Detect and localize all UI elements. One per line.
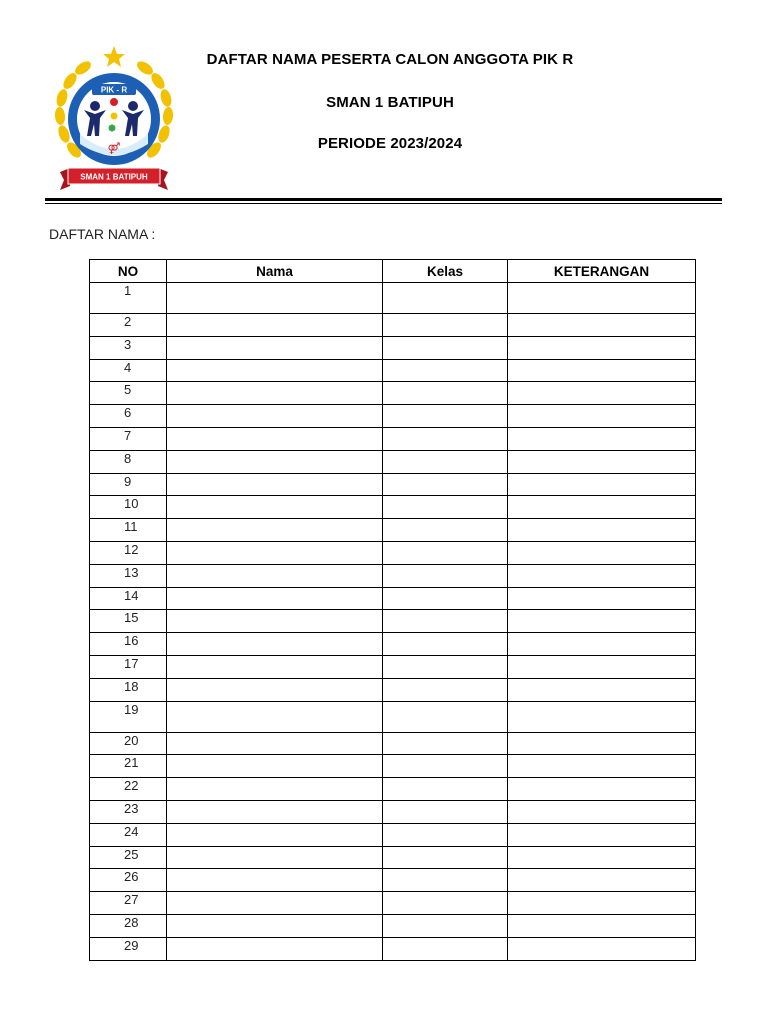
table-row bbox=[90, 450, 696, 473]
kelas-cell[interactable] bbox=[383, 800, 508, 823]
keterangan-cell[interactable] bbox=[508, 427, 696, 450]
row-number: 5 bbox=[90, 382, 167, 405]
nama-cell[interactable] bbox=[167, 778, 383, 801]
nama-cell[interactable] bbox=[167, 519, 383, 542]
row-number: 20 bbox=[90, 732, 167, 755]
row-number: 13 bbox=[90, 564, 167, 587]
table-row bbox=[90, 610, 696, 633]
kelas-cell[interactable] bbox=[383, 823, 508, 846]
gender-symbol-icon: ⚤ bbox=[107, 142, 121, 155]
keterangan-cell[interactable] bbox=[508, 359, 696, 382]
nama-cell[interactable] bbox=[167, 937, 383, 960]
row-number: 29 bbox=[90, 937, 167, 960]
table-row bbox=[90, 587, 696, 610]
kelas-cell[interactable] bbox=[383, 564, 508, 587]
nama-cell[interactable] bbox=[167, 496, 383, 519]
table-row bbox=[90, 519, 696, 542]
kelas-cell[interactable] bbox=[383, 869, 508, 892]
keterangan-cell[interactable] bbox=[508, 633, 696, 656]
table-row bbox=[90, 633, 696, 656]
keterangan-cell[interactable] bbox=[508, 869, 696, 892]
nama-cell[interactable] bbox=[167, 846, 383, 869]
keterangan-cell[interactable] bbox=[508, 778, 696, 801]
kelas-cell[interactable] bbox=[383, 846, 508, 869]
row-number: 10 bbox=[90, 496, 167, 519]
ribbon bbox=[60, 168, 168, 190]
row-number: 17 bbox=[90, 655, 167, 678]
table-row bbox=[90, 336, 696, 359]
keterangan-cell[interactable] bbox=[508, 405, 696, 428]
table-row bbox=[90, 427, 696, 450]
kelas-cell[interactable] bbox=[383, 427, 508, 450]
row-number: 25 bbox=[90, 846, 167, 869]
row-number: 28 bbox=[90, 914, 167, 937]
row-number: 3 bbox=[90, 336, 167, 359]
table-row bbox=[90, 314, 696, 337]
row-number: 7 bbox=[90, 427, 167, 450]
participant-table bbox=[89, 259, 696, 961]
keterangan-cell[interactable] bbox=[508, 892, 696, 915]
nama-cell[interactable] bbox=[167, 800, 383, 823]
keterangan-cell[interactable] bbox=[508, 564, 696, 587]
logo-ribbon-text: SMAN 1 BATIPUH bbox=[80, 172, 148, 182]
table-row bbox=[90, 359, 696, 382]
row-number: 4 bbox=[90, 359, 167, 382]
keterangan-cell[interactable] bbox=[508, 755, 696, 778]
row-number: 9 bbox=[90, 473, 167, 496]
keterangan-cell[interactable] bbox=[508, 314, 696, 337]
keterangan-cell[interactable] bbox=[508, 283, 696, 314]
nama-cell[interactable] bbox=[167, 564, 383, 587]
table-row bbox=[90, 283, 696, 314]
keterangan-cell[interactable] bbox=[508, 382, 696, 405]
row-number: 14 bbox=[90, 587, 167, 610]
kelas-cell[interactable] bbox=[383, 678, 508, 701]
kelas-cell[interactable] bbox=[383, 892, 508, 915]
nama-cell[interactable] bbox=[167, 314, 383, 337]
table-row bbox=[90, 655, 696, 678]
nama-cell[interactable] bbox=[167, 541, 383, 564]
row-number: 6 bbox=[90, 405, 167, 428]
keterangan-cell[interactable] bbox=[508, 846, 696, 869]
keterangan-cell[interactable] bbox=[508, 701, 696, 732]
kelas-cell[interactable] bbox=[383, 496, 508, 519]
nama-cell[interactable] bbox=[167, 405, 383, 428]
nama-cell[interactable] bbox=[167, 359, 383, 382]
column-header-no: NO bbox=[90, 260, 167, 283]
nama-cell[interactable] bbox=[167, 655, 383, 678]
column-header-keterangan: KETERANGAN bbox=[508, 260, 696, 283]
kelas-cell[interactable] bbox=[383, 914, 508, 937]
nama-cell[interactable] bbox=[167, 427, 383, 450]
keterangan-cell[interactable] bbox=[508, 800, 696, 823]
row-number: 12 bbox=[90, 541, 167, 564]
nama-cell[interactable] bbox=[167, 823, 383, 846]
row-number: 8 bbox=[90, 450, 167, 473]
table-row bbox=[90, 914, 696, 937]
kelas-cell[interactable] bbox=[383, 541, 508, 564]
table-row bbox=[90, 496, 696, 519]
kelas-cell[interactable] bbox=[383, 359, 508, 382]
column-header-nama: Nama bbox=[167, 260, 383, 283]
table-row bbox=[90, 541, 696, 564]
keterangan-cell[interactable] bbox=[508, 473, 696, 496]
table-row bbox=[90, 846, 696, 869]
keterangan-cell[interactable] bbox=[508, 823, 696, 846]
document-title: DAFTAR NAMA PESERTA CALON ANGGOTA PIK R bbox=[206, 51, 574, 68]
row-number: 24 bbox=[90, 823, 167, 846]
row-number: 11 bbox=[90, 519, 167, 542]
table-row bbox=[90, 701, 696, 732]
kelas-cell[interactable] bbox=[383, 283, 508, 314]
kelas-cell[interactable] bbox=[383, 473, 508, 496]
row-number: 22 bbox=[90, 778, 167, 801]
kelas-cell[interactable] bbox=[383, 732, 508, 755]
keterangan-cell[interactable] bbox=[508, 496, 696, 519]
kelas-cell[interactable] bbox=[383, 937, 508, 960]
keterangan-cell[interactable] bbox=[508, 610, 696, 633]
kelas-cell[interactable] bbox=[383, 587, 508, 610]
kelas-cell[interactable] bbox=[383, 755, 508, 778]
kelas-cell[interactable] bbox=[383, 701, 508, 732]
row-number: 16 bbox=[90, 633, 167, 656]
row-number: 23 bbox=[90, 800, 167, 823]
header-divider-thick bbox=[45, 198, 722, 201]
kelas-cell[interactable] bbox=[383, 778, 508, 801]
table-row bbox=[90, 564, 696, 587]
nama-cell[interactable] bbox=[167, 869, 383, 892]
section-label: DAFTAR NAMA : bbox=[49, 226, 156, 242]
kelas-cell[interactable] bbox=[383, 655, 508, 678]
nama-cell[interactable] bbox=[167, 755, 383, 778]
keterangan-cell[interactable] bbox=[508, 914, 696, 937]
table-row bbox=[90, 473, 696, 496]
kelas-cell[interactable] bbox=[383, 633, 508, 656]
table-row bbox=[90, 778, 696, 801]
nama-cell[interactable] bbox=[167, 633, 383, 656]
keterangan-cell[interactable] bbox=[508, 937, 696, 960]
keterangan-cell[interactable] bbox=[508, 732, 696, 755]
nama-cell[interactable] bbox=[167, 587, 383, 610]
nama-cell[interactable] bbox=[167, 701, 383, 732]
nama-cell[interactable] bbox=[167, 610, 383, 633]
keterangan-cell[interactable] bbox=[508, 336, 696, 359]
row-number: 2 bbox=[90, 314, 167, 337]
row-number: 27 bbox=[90, 892, 167, 915]
keterangan-cell[interactable] bbox=[508, 519, 696, 542]
row-number: 26 bbox=[90, 869, 167, 892]
kelas-cell[interactable] bbox=[383, 519, 508, 542]
nama-cell[interactable] bbox=[167, 382, 383, 405]
kelas-cell[interactable] bbox=[383, 450, 508, 473]
row-number: 1 bbox=[90, 283, 167, 314]
kelas-cell[interactable] bbox=[383, 405, 508, 428]
row-number: 19 bbox=[90, 701, 167, 732]
row-number: 21 bbox=[90, 755, 167, 778]
nama-cell[interactable] bbox=[167, 283, 383, 314]
table-header-row bbox=[90, 260, 696, 283]
table-row bbox=[90, 405, 696, 428]
table-row bbox=[90, 823, 696, 846]
nama-cell[interactable] bbox=[167, 914, 383, 937]
table-row bbox=[90, 869, 696, 892]
keterangan-cell[interactable] bbox=[508, 678, 696, 701]
table-row bbox=[90, 732, 696, 755]
nama-cell[interactable] bbox=[167, 473, 383, 496]
row-number: 15 bbox=[90, 610, 167, 633]
table-row bbox=[90, 755, 696, 778]
nama-cell[interactable] bbox=[167, 678, 383, 701]
table-row bbox=[90, 678, 696, 701]
keterangan-cell[interactable] bbox=[508, 450, 696, 473]
row-number: 18 bbox=[90, 678, 167, 701]
keterangan-cell[interactable] bbox=[508, 541, 696, 564]
kelas-cell[interactable] bbox=[383, 314, 508, 337]
table-row bbox=[90, 937, 696, 960]
nama-cell[interactable] bbox=[167, 732, 383, 755]
period-label: PERIODE 2023/2024 bbox=[317, 135, 463, 152]
nama-cell[interactable] bbox=[167, 336, 383, 359]
header-divider-thin bbox=[45, 203, 722, 204]
nama-cell[interactable] bbox=[167, 892, 383, 915]
kelas-cell[interactable] bbox=[383, 382, 508, 405]
table-row bbox=[90, 382, 696, 405]
logo-badge-text: PIK - R bbox=[100, 85, 128, 95]
nama-cell[interactable] bbox=[167, 450, 383, 473]
school-name: SMAN 1 BATIPUH bbox=[326, 94, 454, 111]
table-row bbox=[90, 892, 696, 915]
keterangan-cell[interactable] bbox=[508, 587, 696, 610]
table-row bbox=[90, 800, 696, 823]
column-header-kelas: Kelas bbox=[383, 260, 508, 283]
kelas-cell[interactable] bbox=[383, 610, 508, 633]
keterangan-cell[interactable] bbox=[508, 655, 696, 678]
kelas-cell[interactable] bbox=[383, 336, 508, 359]
star-icon bbox=[103, 46, 125, 67]
